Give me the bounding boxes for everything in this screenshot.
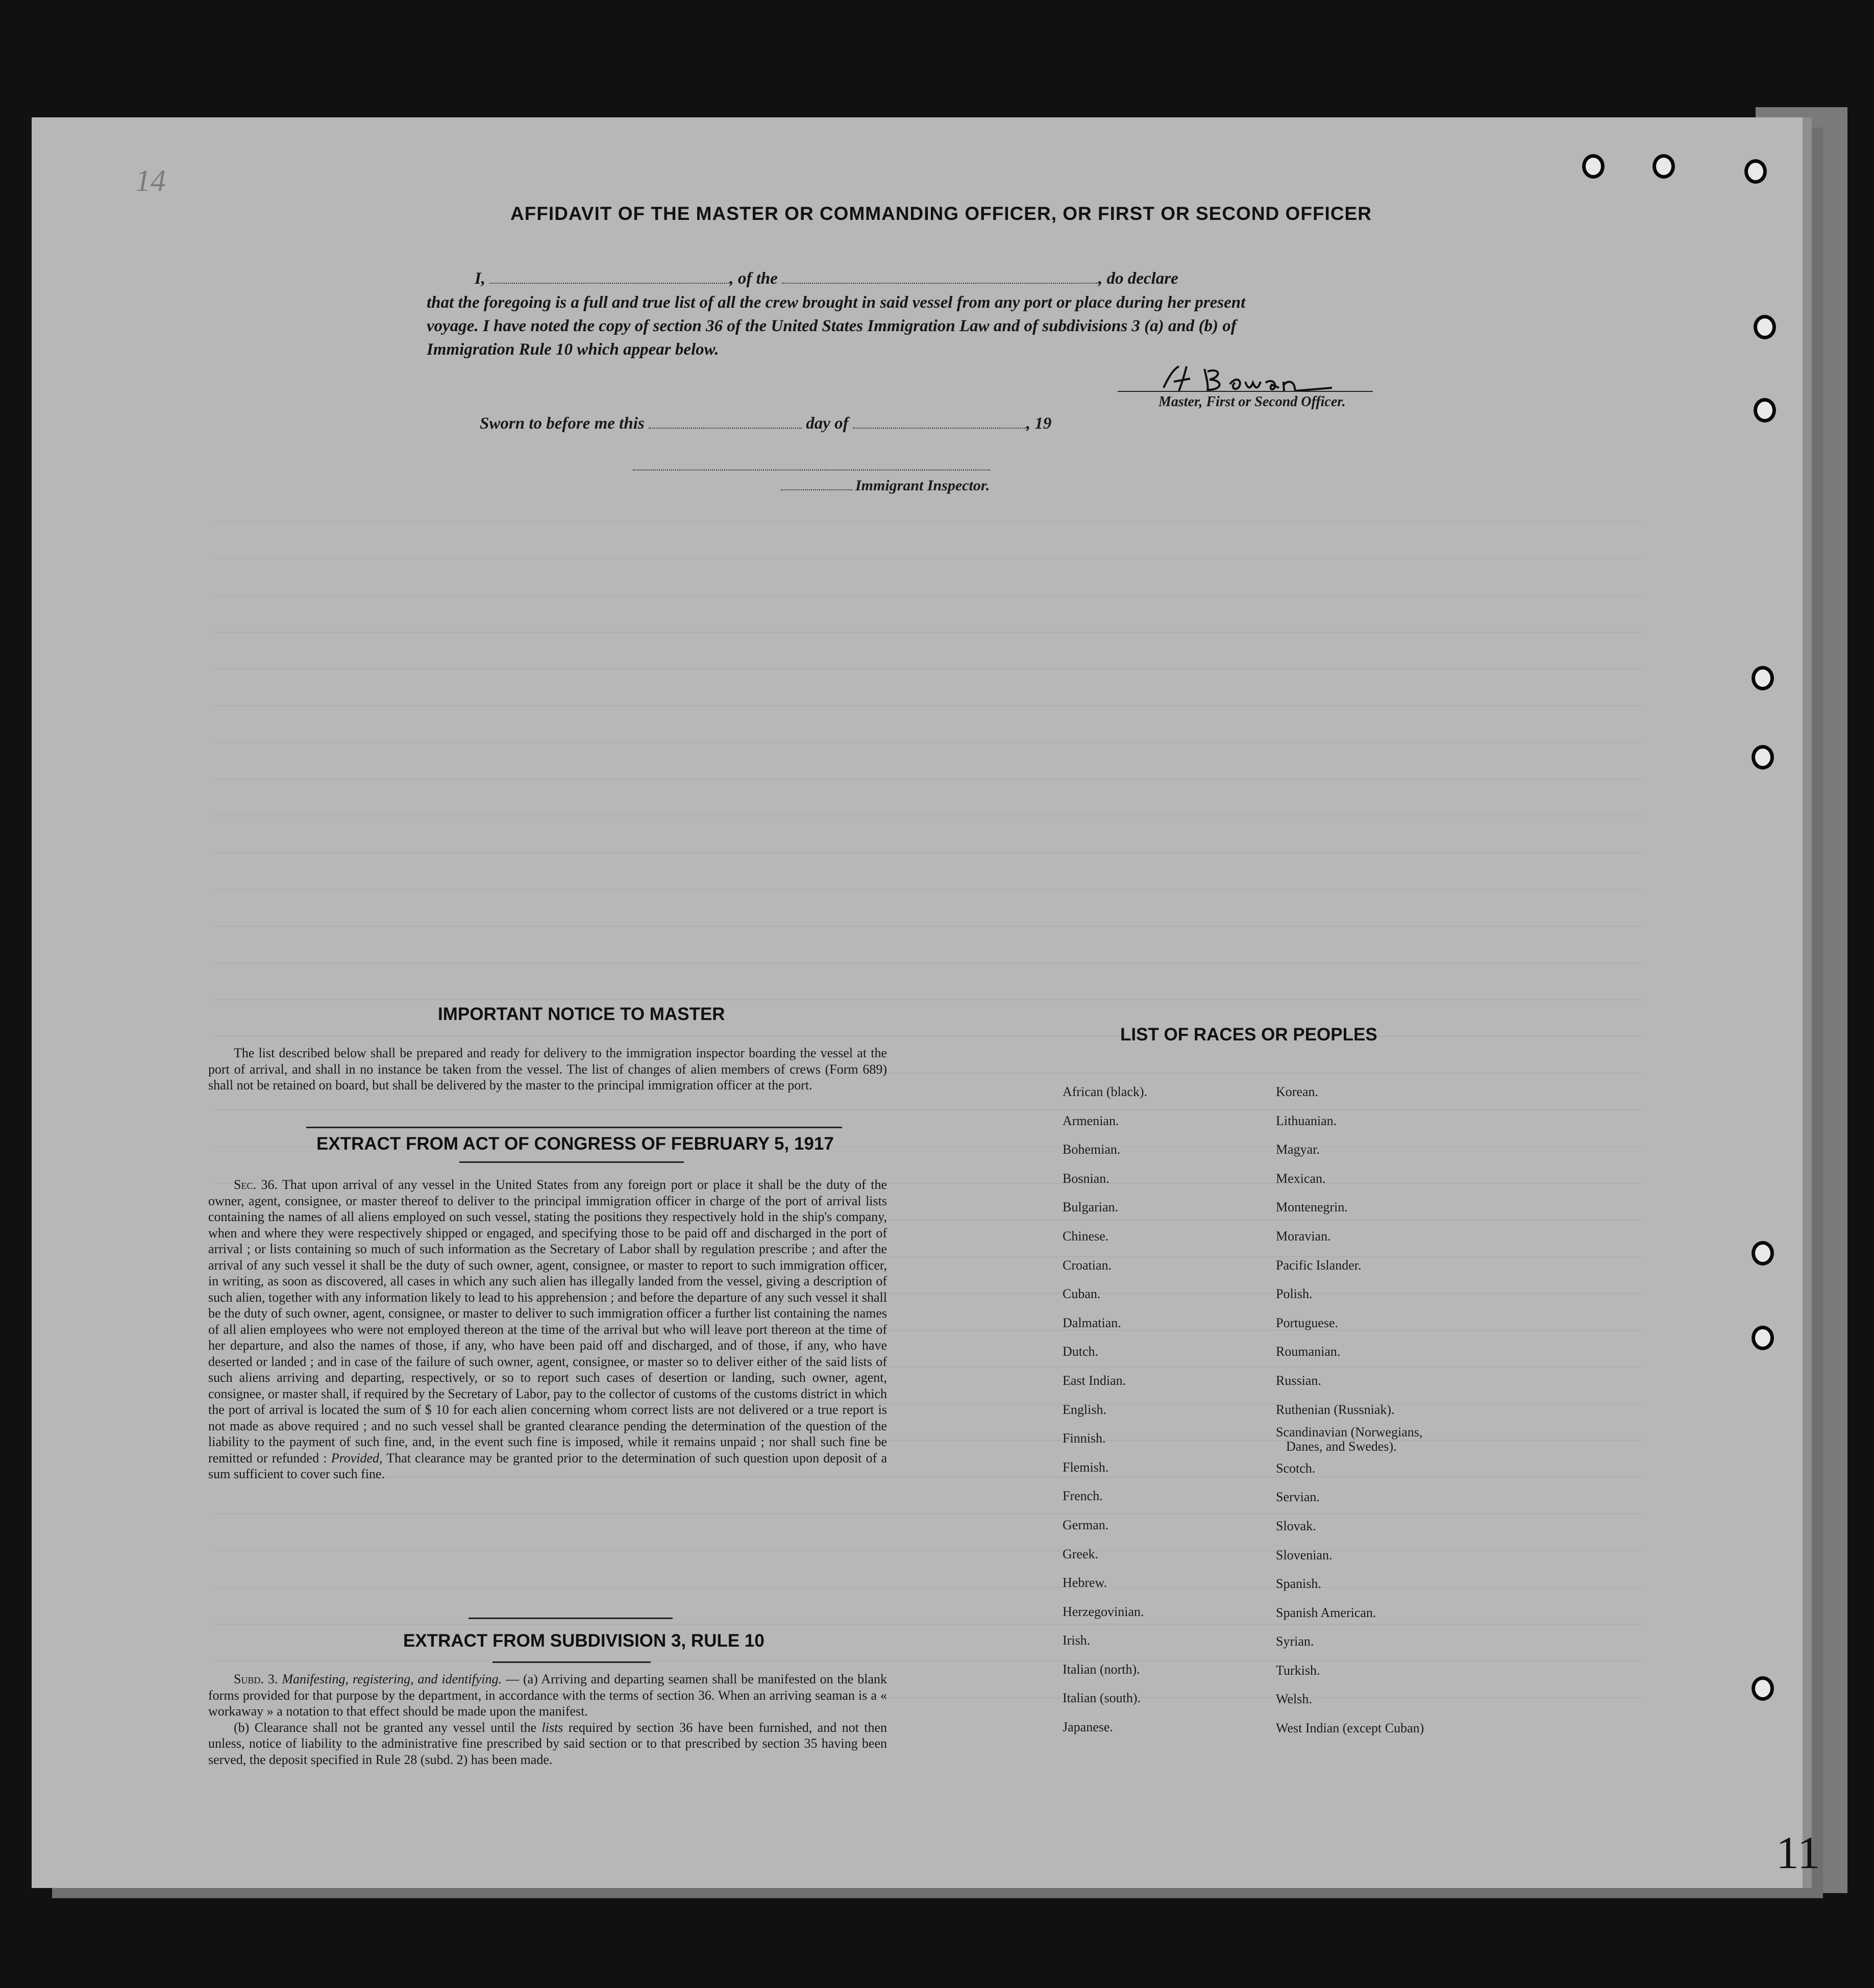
race-item: Spanish American. xyxy=(1276,1605,1376,1620)
races-left-column xyxy=(1063,1078,1147,1742)
proviso-text: That clearance may be granted prior to the determination of such question upon deposit of a sum sufficient to cover such fine. xyxy=(208,1450,887,1481)
race-item: Italian (north). xyxy=(1063,1661,1140,1677)
binder-hole xyxy=(1582,154,1605,179)
binder-hole xyxy=(1752,1676,1774,1701)
sworn-month-blank xyxy=(853,428,1026,429)
bleed-through-line xyxy=(214,852,1643,853)
race-item: Bosnian. xyxy=(1063,1171,1109,1186)
bleed-through-line xyxy=(214,742,1643,743)
race-item: Italian (south). xyxy=(1063,1691,1141,1706)
inspector-signature-line xyxy=(633,469,990,470)
notice-text: The list described below shall be prepared and ready for delivery to the immigration inspector boarding the vessel at the port of arrival, and shall in no instance be taken from the vessel. The list of changes of alien members of crews (Form 689) shall not be retained on board, but shall be delivered by the master to the principal immigration officer at the port. xyxy=(208,1046,887,1092)
bleed-through-line xyxy=(214,668,1643,669)
bleed-through-line xyxy=(214,962,1643,963)
binder-hole xyxy=(1744,159,1767,184)
race-item xyxy=(1276,1424,1424,1454)
subdivision-3-text xyxy=(208,1671,887,1768)
affidavit-line-2: voyage. I have noted the copy of section 36 of the United States Immigration Law and of subdivisions 3 (a) and (b) of xyxy=(427,317,1237,335)
affidavit-title: AFFIDAVIT OF THE MASTER OR COMMANDING OFFICER, OR FIRST OR SECOND OFFICER xyxy=(510,203,1372,224)
race-item: Finnish. xyxy=(1063,1431,1106,1446)
section-36-text xyxy=(208,1177,887,1482)
race-item: Ruthenian (Russniak). xyxy=(1276,1402,1395,1417)
race-item: German. xyxy=(1063,1517,1109,1532)
sworn-day-of: day of xyxy=(806,414,849,433)
bleed-through-line xyxy=(214,1660,1643,1661)
declare-i: I, xyxy=(475,269,486,288)
sworn-prefix: Sworn to before me this xyxy=(480,414,645,433)
bleed-through-line xyxy=(214,1587,1643,1588)
extract-act-title: EXTRACT FROM ACT OF CONGRESS OF FEBRUARY 5, 1917 xyxy=(316,1134,834,1154)
race-item: Slovak. xyxy=(1276,1518,1316,1533)
affidavit-line-1: that the foregoing is a full and true list of all the crew brought in said vessel from any port or place during her present xyxy=(427,293,1246,312)
race-item: Portuguese. xyxy=(1276,1315,1339,1330)
race-item: French. xyxy=(1063,1488,1103,1504)
subd-b-part2: required by section 36 have been furnished, and not then unless, notice of liability to the administrative fine prescribed by said section or to that prescribed by section 35 having been served, the deposit specified in Rule 28 (subd. 2) has been made. xyxy=(208,1720,887,1767)
binder-hole xyxy=(1752,666,1774,690)
bleed-through-line xyxy=(214,1109,1643,1110)
page-number-mark: 14 xyxy=(135,164,166,197)
proviso-label: Provided, xyxy=(331,1450,383,1465)
subd-b-part1: Clearance shall not be granted any vessel until the xyxy=(254,1720,537,1735)
bleed-through-line xyxy=(214,705,1643,706)
section-label: Sec. 36. xyxy=(234,1177,278,1192)
race-item: Lithuanian. xyxy=(1276,1113,1337,1128)
subd-paragraph-a xyxy=(208,1671,887,1720)
subd-b-lists: lists xyxy=(541,1720,563,1735)
binder-hole xyxy=(1653,154,1675,179)
subd-b-label: (b) xyxy=(234,1720,250,1735)
bleed-through-line xyxy=(214,521,1643,523)
races-right-column xyxy=(1276,1078,1424,1743)
race-item: Roumanian. xyxy=(1276,1344,1341,1359)
race-item: Magyar. xyxy=(1276,1142,1320,1157)
affidavit-line-3: Immigration Rule 10 which appear below. xyxy=(427,340,719,359)
race-item: East Indian. xyxy=(1063,1373,1126,1388)
race-item: Spanish. xyxy=(1276,1576,1321,1592)
page-number-mark: 11 xyxy=(1776,1828,1820,1878)
bleed-through-line xyxy=(214,1550,1643,1551)
sworn-day-blank xyxy=(649,428,802,429)
subd-label: Subd. 3. xyxy=(234,1672,278,1686)
bleed-through-line xyxy=(214,926,1643,927)
inspector-label-wrap xyxy=(781,477,990,494)
sworn-year: , 19 xyxy=(1026,414,1052,433)
race-item: Cuban. xyxy=(1063,1286,1101,1302)
bleed-through-line xyxy=(214,889,1643,890)
declare-line xyxy=(475,269,1178,288)
bleed-through-line xyxy=(214,632,1643,633)
race-item: Japanese. xyxy=(1063,1720,1113,1735)
race-item: Korean. xyxy=(1276,1084,1319,1099)
race-item: Dalmatian. xyxy=(1063,1315,1121,1330)
signature-line xyxy=(1118,391,1373,392)
race-item: Armenian. xyxy=(1063,1113,1119,1128)
binder-hole xyxy=(1752,1326,1774,1350)
race-item: Herzegovinian. xyxy=(1063,1604,1144,1619)
bleed-through-line xyxy=(214,1036,1643,1037)
race-item-line: Scandinavian (Norwegians, xyxy=(1276,1425,1423,1440)
race-item-line: Danes, and Swedes). xyxy=(1286,1439,1397,1454)
inspector-label: Immigrant Inspector. xyxy=(855,477,990,494)
races-title: LIST OF RACES OR PEOPLES xyxy=(1120,1025,1377,1045)
race-item: Dutch. xyxy=(1063,1344,1099,1359)
race-item: Montenegrin. xyxy=(1276,1200,1348,1215)
bleed-through-line xyxy=(214,779,1643,780)
bleed-through-line xyxy=(214,1513,1643,1514)
inspector-blank xyxy=(781,489,852,490)
signature-label: Master, First or Second Officer. xyxy=(1158,394,1346,410)
race-item: Welsh. xyxy=(1276,1692,1312,1707)
race-item: Mexican. xyxy=(1276,1171,1326,1186)
race-item: Bohemian. xyxy=(1063,1142,1121,1157)
race-item: Servian. xyxy=(1276,1489,1320,1505)
race-item: Chinese. xyxy=(1063,1228,1109,1244)
race-item: Polish. xyxy=(1276,1286,1313,1302)
race-item: Moravian. xyxy=(1276,1228,1331,1244)
extract-rule-title: EXTRACT FROM SUBDIVISION 3, RULE 10 xyxy=(403,1631,765,1651)
divider xyxy=(468,1618,673,1619)
bleed-through-line xyxy=(214,558,1643,559)
section-body: That upon arrival of any vessel in the United States from any foreign port or place it shall be the duty of the owner, agent, consignee, or master thereof to deliver to the principal immigration officer in charge of the port of arrival lists containing the names of all aliens employed on such vessel, stating the positions they respectively hold in the ship's company, when and where they were respectively shipped or engaged, and specifying those to be paid off and discharged in the port of arrival ; or lists containing so much of such information as the Secretary of Labor shall by regulation prescribe ; and after the arrival of any such vessel it shall be the duty of such owner, agent, consignee, or master to report to such immigration officer, in writing, as soon as discovered, all cases in which any such alien has illegally landed from the vessel, giving a description of such alien, together with any information likely to lead to his apprehension ; and before the departure of any such vessel it shall be the duty of such owner, agent, consignee, or master to deliver to such immigration officer a further list containing the names of all alien employees who were not employed thereon at the time of the arrival but who will leave port thereon at the time of her departure, and also the names of those, if any, who have been paid off and discharged, and of those, if any, who have deserted or landed ; and in case of the failure of such owner, agent, consignee, or master so to deliver either of the said lists of such aliens arriving and departing, respectively, or so to report such cases of desertion or landing, such owner, agent, consignee, or master shall, if required by the Secretary of Labor, pay to the collector of customs of the customs district in which the port of arrival is located the sum of $ 10 for each alien concerning whom correct lists are not delivered or a true report is not made as above required ; and no such vessel shall be granted clearance pending the determination of the question of the liability to the payment of such fine, and, in the event such fine is imposed, while it remains unpaid ; nor shall such fine be remitted or refunded : xyxy=(208,1177,887,1465)
race-item: Scotch. xyxy=(1276,1460,1316,1476)
race-item: Slovenian. xyxy=(1276,1547,1333,1562)
race-item: African (black). xyxy=(1063,1084,1148,1099)
binder-hole xyxy=(1752,745,1774,769)
race-item: Croatian. xyxy=(1063,1257,1112,1273)
bleed-through-line xyxy=(214,1624,1643,1625)
race-item: West Indian (except Cuban) xyxy=(1276,1721,1424,1736)
subd-paragraph-b xyxy=(208,1720,887,1768)
sworn-line xyxy=(480,414,1051,433)
document-page xyxy=(32,117,1803,1888)
race-item: Pacific Islander. xyxy=(1276,1257,1362,1273)
subd-para-a: — (a) Arriving and departing seamen shall be manifested on the blank forms provided for that purpose by the department, in accordance with the terms of section 36. When an arriving seaman is a « workaway » a notation to that effect should be made upon the manifest. xyxy=(208,1672,887,1719)
race-item: Syrian. xyxy=(1276,1634,1314,1649)
divider xyxy=(306,1127,842,1128)
race-item: Bulgarian. xyxy=(1063,1200,1119,1215)
race-item: Greek. xyxy=(1063,1546,1099,1561)
vessel-blank xyxy=(782,283,1098,284)
race-item: Hebrew. xyxy=(1063,1575,1107,1591)
race-item: English. xyxy=(1063,1402,1106,1417)
binder-hole xyxy=(1754,398,1776,423)
binder-hole xyxy=(1752,1241,1774,1265)
bleed-through-line xyxy=(214,595,1643,596)
race-item: Flemish. xyxy=(1063,1459,1109,1475)
subd-heading: Manifesting, registering, and identifying. xyxy=(282,1672,502,1686)
declare-of-the: , of the xyxy=(729,269,778,288)
binder-hole xyxy=(1754,315,1776,339)
bleed-through-line xyxy=(214,815,1643,816)
notice-title: IMPORTANT NOTICE TO MASTER xyxy=(438,1004,725,1024)
bleed-through-line xyxy=(214,999,1643,1000)
race-item: Russian. xyxy=(1276,1373,1321,1388)
declare-end: , do declare xyxy=(1098,269,1178,288)
divider xyxy=(492,1661,651,1663)
divider xyxy=(459,1161,684,1163)
name-blank xyxy=(489,283,729,284)
race-item: Irish. xyxy=(1063,1633,1091,1648)
race-item: Turkish. xyxy=(1276,1662,1320,1678)
